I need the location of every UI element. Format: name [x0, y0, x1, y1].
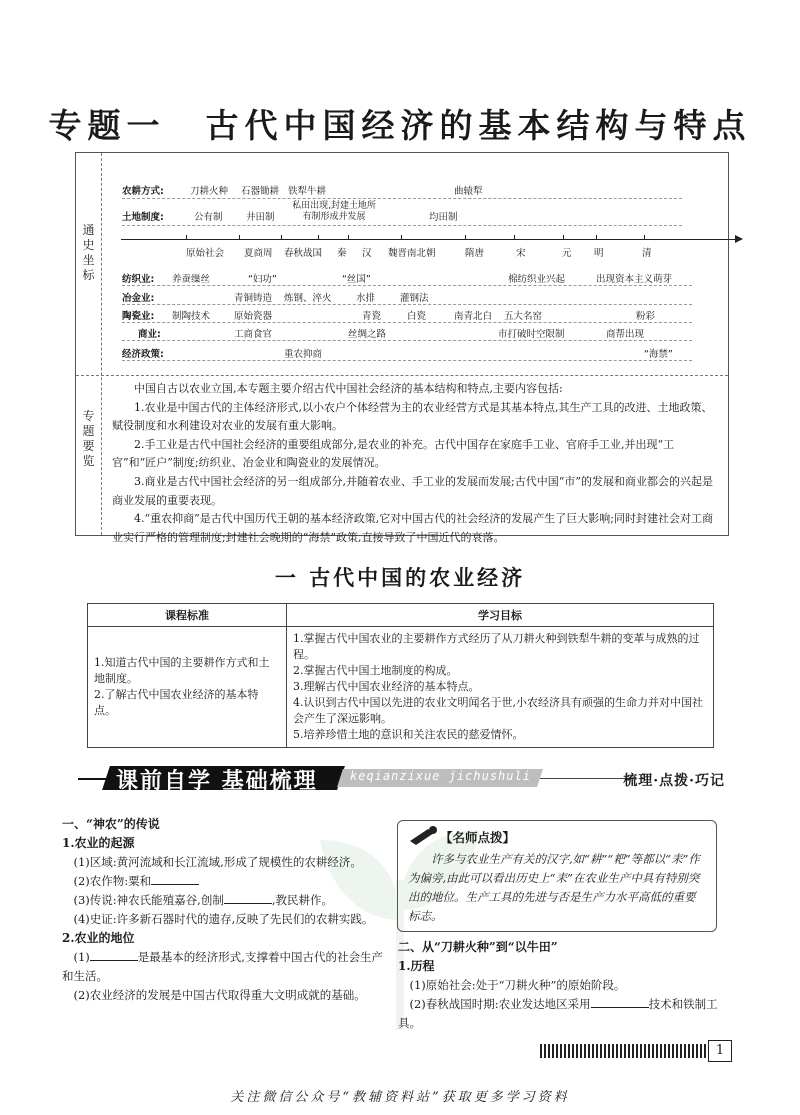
metal-item: 青铜铸造	[234, 293, 273, 304]
page-title: 专题一 古代中国经济的基本结构与特点	[48, 106, 752, 145]
policy-item: 重农抑商	[284, 349, 323, 360]
fill-blank[interactable]	[224, 891, 272, 904]
land-item: 井田制	[246, 212, 275, 223]
metal-item: 水排	[356, 293, 376, 304]
textile-item: “妇功”	[248, 274, 277, 285]
overview-box	[75, 152, 729, 544]
process-item: (2)春秋战国时期:农业发达地区采用 技术和铁制工具。	[398, 997, 718, 1030]
standards-table	[87, 603, 714, 748]
era-label: 汉	[362, 248, 372, 259]
metal-item: 灌钢法	[400, 293, 429, 304]
goal-item: 3.理解古代中国农业经济的基本特点。	[293, 680, 480, 693]
process-item: (1)原始社会:处于“刀耕火种”的原始阶段。	[409, 978, 626, 992]
era-label: 夏商周	[244, 248, 273, 259]
origin-item: (1)区域:黄河流域和长江流域,形成了规模性的农耕经济。	[73, 855, 362, 869]
tip-body: 许多与农业生产有关的汉字,如“耕”“耙”等都以“耒”作为偏旁,由此可以看出历史上“耒”在农业生产中具有特别突出的地位。生产工具的先进与否是生产力水平高低的重要标志。	[408, 852, 700, 923]
footer-note: 关注微信公众号“教辅资料站”获取更多学习资料	[230, 1090, 570, 1105]
commerce-item: 商帮出现	[606, 329, 645, 340]
page-number: 1	[708, 1040, 732, 1062]
farming-item: 铁犁牛耕	[288, 186, 327, 197]
subheading-origin: 1.农业的起源	[62, 836, 135, 850]
ceramic-item: 制陶技术	[172, 311, 211, 322]
status-item: (1) 是最基本的经济形式,支撑着中国古代的社会生产和生活。	[62, 950, 383, 983]
origin-item: (2)农作物:粟和	[62, 872, 384, 891]
textile-label: 纺织业:	[122, 274, 155, 285]
tip-title: 【名师点拨】	[440, 830, 516, 845]
policy-label: 经济政策:	[122, 349, 164, 360]
status-item: (2)农业经济的发展是中国古代取得重大文明成就的基础。	[73, 988, 366, 1002]
summary-text	[112, 380, 718, 547]
subheading-status: 2.农业的地位	[62, 931, 135, 945]
textile-item: 出现资本主义萌芽	[596, 274, 673, 285]
textile-item: “丝国”	[342, 274, 371, 285]
summary-line: 4.“重农抑商”是古代中国历代王朝的基本经济政策,它对中国古代的社会经济的发展产生了巨大影响;同时封建社会对工商业实行严格的管理制度;封建社会晚期的“海禁”政策,直接导致了中国近代的衰落。	[112, 512, 713, 544]
commerce-label: 商业:	[138, 329, 161, 340]
ceramic-item: 青瓷	[362, 311, 382, 322]
header-goals: 学习目标	[287, 604, 714, 627]
era-label: 秦	[337, 248, 347, 259]
land-item: 私田出现,封建土地所有制形成并发展	[292, 201, 376, 222]
banner-tag: 梳理·点拨·巧记	[623, 773, 725, 789]
era-label: 明	[594, 248, 604, 259]
subheading-process: 1.历程	[398, 959, 435, 973]
section-banner	[78, 762, 725, 794]
heading-daogeng: 二、从“刀耕火种”到“以牛田”	[398, 940, 558, 954]
banner-pinyin: keqianzixue jichushuli	[350, 769, 531, 783]
standard-item: 2.了解古代中国农业经济的基本特点。	[94, 688, 259, 717]
left-column	[62, 815, 384, 1005]
origin-item: (4)史证:许多新石器时代的遗存,反映了先民们的农耕实践。	[73, 912, 374, 926]
heading-shennong: 一、“神农”的传说	[62, 817, 160, 831]
textile-item: 棉纺织业兴起	[508, 274, 566, 285]
goal-item: 2.掌握古代中国土地制度的构成。	[293, 664, 458, 677]
era-label: 魏晋南北朝	[388, 248, 436, 259]
commerce-item: 工商食官	[234, 329, 273, 340]
land-label: 土地制度:	[122, 212, 164, 223]
goals-cell	[287, 627, 714, 748]
land-item: 公有制	[194, 212, 223, 223]
ceramic-label: 陶瓷业:	[122, 311, 155, 322]
farming-item: 刀耕火种	[190, 186, 229, 197]
right-column	[398, 938, 718, 1033]
fill-blank[interactable]	[90, 948, 138, 961]
fill-blank[interactable]	[151, 872, 199, 885]
goal-item: 4.认识到古代中国以先进的农业文明闻名于世,小农经济具有顽强的生命力并对中国社会产生了深远影响。	[293, 696, 703, 725]
page-number-bar	[540, 1044, 710, 1058]
era-label: 春秋战国	[284, 248, 323, 259]
commerce-item: 丝绸之路	[348, 329, 387, 340]
fill-blank[interactable]	[591, 995, 649, 1008]
summary-line: 3.商业是古代中国社会经济的另一组成部分,并随着农业、手工业的发展而发展;古代中国“市”的发展和商业都会的兴起是商业发展的重要表现。	[112, 474, 713, 507]
farming-label: 农耕方式:	[122, 186, 164, 197]
standard-item: 1.知道古代中国的主要耕作方式和土地制度。	[94, 656, 270, 685]
side-label-timeline: 通史坐标	[82, 223, 95, 282]
policy-item: “海禁”	[644, 349, 673, 360]
section-heading: 一 古代中国的农业经济	[274, 565, 526, 590]
timeline-axis	[121, 239, 741, 240]
land-item: 均田制	[429, 212, 458, 223]
teacher-tip-box	[397, 820, 717, 932]
ceramic-item: 粉彩	[636, 311, 656, 322]
standards-cell	[88, 627, 287, 748]
header-standards: 课程标准	[88, 604, 287, 627]
era-label: 元	[562, 248, 572, 259]
summary-line: 1.农业是中国古代的主体经济形式,以小农户个体经营为主的农业经营方式是其基本特点,其生产工具的改进、土地政策、赋役制度和水利建设对农业的发展有重大影响。	[112, 400, 713, 433]
ceramic-item: 五大名窑	[504, 311, 543, 322]
summary-line: 2.手工业是古代中国社会经济的重要组成部分,是农业的补充。古代中国存在家庭手工业、官府手工业,并出现“工官”和“匠户”制度;纺织业、冶金业和陶瓷业的发展情况。	[112, 437, 675, 470]
banner-title: 课前自学 基础梳理	[116, 769, 318, 794]
farming-item: 石器锄耕	[241, 186, 280, 197]
side-label-summary: 专题要览	[82, 409, 95, 468]
ceramic-item: 原始瓷器	[234, 311, 273, 322]
ceramic-item: 白瓷	[407, 311, 427, 322]
commerce-item: 市打破时空限制	[498, 329, 565, 340]
goal-item: 5.培养珍惜土地的意识和关注农民的慈爱情怀。	[293, 728, 524, 741]
summary-line: 中国自古以农业立国,本专题主要介绍古代中国社会经济的基本结构和特点,主要内容包括:	[134, 382, 563, 395]
era-label: 宋	[516, 248, 526, 259]
pen-icon	[408, 825, 438, 845]
origin-item: (3)传说:神农氏能殖嘉谷,创制 ,教民耕作。	[73, 893, 333, 907]
metal-item: 炼钢、淬火	[284, 293, 332, 304]
ceramic-item: 南青北白	[454, 311, 493, 322]
era-label: 原始社会	[186, 248, 225, 259]
textile-item: 养蚕缫丝	[172, 274, 211, 285]
metal-label: 冶金业:	[122, 293, 155, 304]
goal-item: 1.掌握古代中国农业的主要耕作方式经历了从刀耕火种到铁犁牛耕的变革与成熟的过程。	[293, 632, 700, 661]
era-label: 清	[642, 248, 652, 259]
farming-item: 曲辕犁	[454, 186, 483, 197]
era-label: 隋唐	[465, 248, 485, 259]
